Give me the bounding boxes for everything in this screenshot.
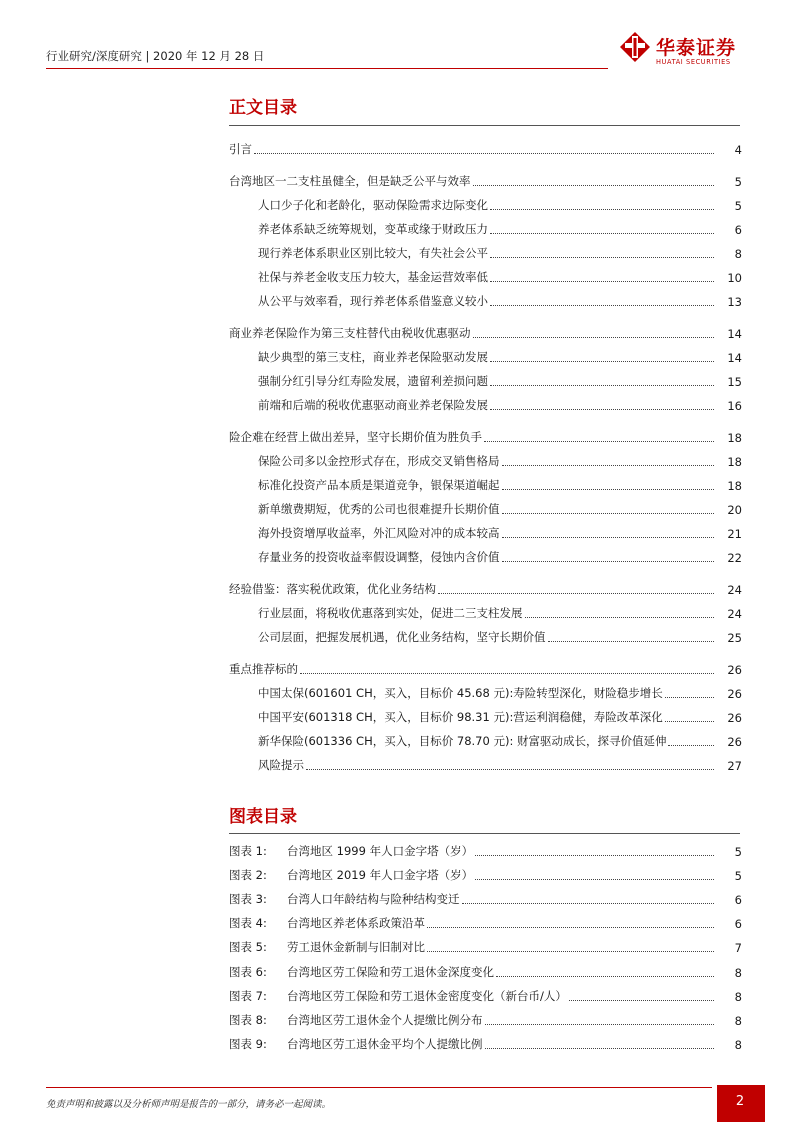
page-number: 2: [735, 1094, 745, 1109]
toc-page-number: 18: [727, 479, 742, 493]
toc-page-number: 20: [727, 503, 742, 517]
toc-page-number: 8: [734, 965, 742, 980]
dot-leader: [462, 903, 715, 904]
toc-section-title: 中国平安(601318 CH，买入，目标价 98.31 元):营运利润稳健，寿险改革深化: [258, 710, 663, 724]
figure-label: 图表 7:: [229, 988, 267, 1003]
toc-section-title: 缺少典型的第三支柱，商业养老保险驱动发展: [258, 350, 488, 364]
toc-chapter-entry[interactable]: [229, 579, 742, 597]
figure-label: 图表 5:: [229, 940, 267, 955]
toc-chapter-entry[interactable]: [229, 427, 742, 445]
toc-section-entry[interactable]: [258, 267, 742, 285]
toc-page-number: 15: [727, 375, 742, 389]
figure-list-entry[interactable]: [229, 865, 742, 883]
toc-page-number: 22: [727, 551, 742, 565]
dot-leader: [490, 305, 714, 306]
toc-section-entry[interactable]: [258, 219, 742, 237]
toc-chapter-title: 险企难在经营上做出差异，坚守长期价值为胜负手: [229, 430, 482, 444]
toc-page-number: 21: [727, 527, 742, 541]
toc-section-entry[interactable]: [258, 395, 742, 413]
dot-leader: [254, 153, 714, 154]
toc-chapter-title: 台湾地区一二支柱虽健全，但是缺乏公平与效率: [229, 174, 471, 188]
figure-title: 台湾地区劳工退休金个人提缴比例分布: [287, 1012, 483, 1027]
dot-leader: [485, 1048, 715, 1049]
figure-list-entry[interactable]: [229, 1034, 742, 1052]
toc-section-title: 人口少子化和老龄化，驱动保险需求边际变化: [258, 198, 488, 212]
dot-leader: [502, 513, 715, 514]
toc-section-entry[interactable]: [258, 371, 742, 389]
toc-section-title: 存量业务的投资收益率假设调整，侵蚀内含价值: [258, 550, 500, 564]
toc-chapter-title: 经验借鉴：落实税优政策，优化业务结构: [229, 582, 436, 596]
toc-page-number: 8: [734, 989, 742, 1004]
dot-leader: [490, 233, 714, 234]
toc-page-number: 27: [727, 759, 742, 773]
logo-english-name: HUATAI SECURITIES: [656, 58, 731, 66]
toc-section-entry[interactable]: [258, 683, 742, 701]
figure-label: 图表 3:: [229, 892, 267, 907]
figure-title: 台湾地区养老体系政策沿革: [287, 916, 425, 931]
dot-leader: [306, 769, 714, 770]
toc-page-number: 5: [734, 175, 742, 189]
toc-section-entry[interactable]: [258, 731, 742, 749]
toc-chapter-entry[interactable]: [229, 139, 742, 157]
dot-leader: [502, 537, 715, 538]
dot-leader: [490, 281, 714, 282]
dot-leader: [502, 489, 715, 490]
figure-list-entry[interactable]: [229, 841, 742, 859]
dot-leader: [548, 641, 715, 642]
toc-section-title: 保险公司多以金控形式存在，形成交叉销售格局: [258, 454, 500, 468]
toc-section-entry[interactable]: [258, 451, 742, 469]
dot-leader: [485, 1024, 715, 1025]
toc-section-title: 公司层面，把握发展机遇，优化业务结构，坚守长期价值: [258, 630, 546, 644]
toc-section-title: 社保与养老金收支压力较大，基金运营效率低: [258, 270, 488, 284]
toc-page-number: 16: [727, 399, 742, 413]
toc-page-number: 7: [734, 941, 742, 956]
dot-leader: [496, 976, 714, 977]
footer-divider: [46, 1087, 712, 1088]
toc-page-number: 8: [734, 1013, 742, 1028]
figure-title: 台湾地区劳工保险和劳工退休金深度变化: [287, 964, 494, 979]
figure-label: 图表 1:: [229, 844, 267, 858]
toc-section-title: 前端和后端的税收优惠驱动商业养老保险发展: [258, 398, 488, 412]
toc-section-title: 新华保险(601336 CH，买入，目标价 78.70 元): 财富驱动成长，探寻价值延伸: [258, 734, 667, 748]
dot-leader: [502, 465, 715, 466]
dot-leader: [427, 951, 714, 952]
toc-page-number: 14: [727, 351, 742, 365]
figure-label: 图表 6:: [229, 964, 267, 979]
dot-leader: [490, 385, 714, 386]
footer-disclaimer: 免责声明和披露以及分析师声明是报告的一部分，请务必一起阅读。: [46, 1099, 332, 1110]
toc-page-number: 26: [727, 711, 742, 725]
figure-list-entry[interactable]: [229, 937, 742, 955]
toc-chapter-entry[interactable]: [229, 171, 742, 189]
dot-leader: [300, 673, 714, 674]
figure-title: 台湾地区 2019 年人口金字塔（岁）: [287, 868, 474, 883]
toc-page-number: 6: [734, 893, 742, 908]
dot-leader: [490, 409, 714, 410]
dot-leader: [438, 593, 714, 594]
dot-leader: [665, 697, 714, 698]
toc-section-entry[interactable]: [258, 291, 742, 309]
toc-title: 正文目录: [229, 98, 297, 118]
toc-page-number: 26: [727, 687, 742, 701]
toc-section-entry[interactable]: [258, 475, 742, 493]
dot-leader: [665, 721, 714, 722]
toc-page-number: 18: [727, 431, 742, 445]
toc-page-number: 8: [734, 247, 742, 261]
toc-section-entry[interactable]: [258, 755, 742, 773]
toc-section-title: 强制分红引导分红寿险发展，遗留利差损问题: [258, 374, 488, 388]
toc-section-title: 中国太保(601601 CH，买入，目标价 45.68 元):寿险转型深化，财险稳步增长: [258, 686, 663, 700]
toc-page-number: 13: [727, 295, 742, 309]
figure-label: 图表 8:: [229, 1012, 267, 1027]
logo-chinese-name: 华泰证券: [656, 37, 737, 59]
dot-leader: [473, 337, 715, 338]
report-header-info: 行业研究/深度研究 | 2020 年 12 月 28 日: [46, 49, 265, 63]
toc-section-title: 风险提示: [258, 758, 304, 772]
toc-chapter-entry[interactable]: [229, 323, 742, 341]
toc-chapter-title: 重点推荐标的: [229, 662, 298, 676]
toc-section-entry[interactable]: [258, 523, 742, 541]
toc-page-number: 24: [727, 583, 742, 597]
toc-page-number: 6: [734, 223, 742, 237]
toc-section-entry[interactable]: [258, 547, 742, 565]
toc-page-number: 5: [734, 869, 742, 884]
toc-section-entry[interactable]: [258, 243, 742, 261]
toc-chapter-title: 引言: [229, 142, 252, 156]
figure-title: 台湾地区 1999 年人口金字塔（岁）: [287, 844, 474, 858]
toc-section-title: 标准化投资产品本质是渠道竞争，银保渠道崛起: [258, 478, 500, 492]
dot-leader: [427, 927, 714, 928]
toc-chapter-entry[interactable]: [229, 659, 742, 677]
toc-page-number: 6: [734, 917, 742, 932]
dot-leader: [490, 361, 714, 362]
figure-label: 图表 4:: [229, 916, 267, 931]
dot-leader: [569, 1000, 714, 1001]
toc-section-title: 从公平与效率看，现行养老体系借鉴意义较小: [258, 294, 488, 308]
toc-page-number: 26: [727, 735, 742, 749]
toc-section-entry[interactable]: [258, 603, 742, 621]
toc-section-entry[interactable]: [258, 707, 742, 725]
toc-chapter-title: 商业养老保险作为第三支柱替代由税收优惠驱动: [229, 326, 471, 340]
dot-leader: [473, 185, 715, 186]
toc-page-number: 10: [727, 271, 742, 285]
toc-section-entry[interactable]: [258, 627, 742, 645]
dot-leader: [475, 879, 714, 880]
toc-page-number: 4: [734, 143, 742, 157]
dot-leader: [475, 855, 714, 856]
toc-page-number: 5: [734, 845, 742, 859]
figure-list-entry[interactable]: [229, 1010, 742, 1028]
figure-label: 图表 9:: [229, 1036, 267, 1051]
toc-page-number: 5: [734, 199, 742, 213]
toc-section-entry[interactable]: [258, 195, 742, 213]
toc-section-title: 新单缴费期短，优秀的公司也很难提升长期价值: [258, 502, 500, 516]
dot-leader: [502, 561, 715, 562]
figures-title: 图表目录: [229, 807, 297, 827]
dot-leader: [490, 209, 714, 210]
toc-section-title: 海外投资增厚收益率，外汇风险对冲的成本较高: [258, 526, 500, 540]
figure-title: 台湾人口年龄结构与险种结构变迁: [287, 892, 460, 907]
figure-list-entry[interactable]: [229, 913, 742, 931]
figure-title: 台湾地区劳工保险和劳工退休金密度变化（新台币/人）: [287, 988, 567, 1003]
toc-section-entry[interactable]: [258, 347, 742, 365]
figure-title: 劳工退休金新制与旧制对比: [287, 940, 425, 955]
figure-label: 图表 2:: [229, 868, 267, 883]
toc-page-number: 25: [727, 631, 742, 645]
toc-page-number: 24: [727, 607, 742, 621]
toc-page-number: 18: [727, 455, 742, 469]
toc-page-number: 8: [734, 1037, 742, 1052]
toc-section-title: 养老体系缺乏统筹规划，变革或缘于财政压力: [258, 222, 488, 236]
toc-page-number: 26: [727, 663, 742, 677]
dot-leader: [490, 257, 714, 258]
toc-section-title: 行业层面，将税收优惠落到实处，促进二三支柱发展: [258, 606, 523, 620]
figure-list-entry[interactable]: [229, 889, 742, 907]
toc-section-entry[interactable]: [258, 499, 742, 517]
dot-leader: [484, 441, 714, 442]
figure-list-entry[interactable]: [229, 962, 742, 980]
figure-title: 台湾地区劳工退休金平均个人提缴比例: [287, 1036, 483, 1051]
figure-list-entry[interactable]: [229, 986, 742, 1004]
toc-section-title: 现行养老体系职业区别比较大，有失社会公平: [258, 246, 488, 260]
dot-leader: [668, 745, 714, 746]
dot-leader: [525, 617, 715, 618]
toc-page-number: 14: [727, 327, 742, 341]
